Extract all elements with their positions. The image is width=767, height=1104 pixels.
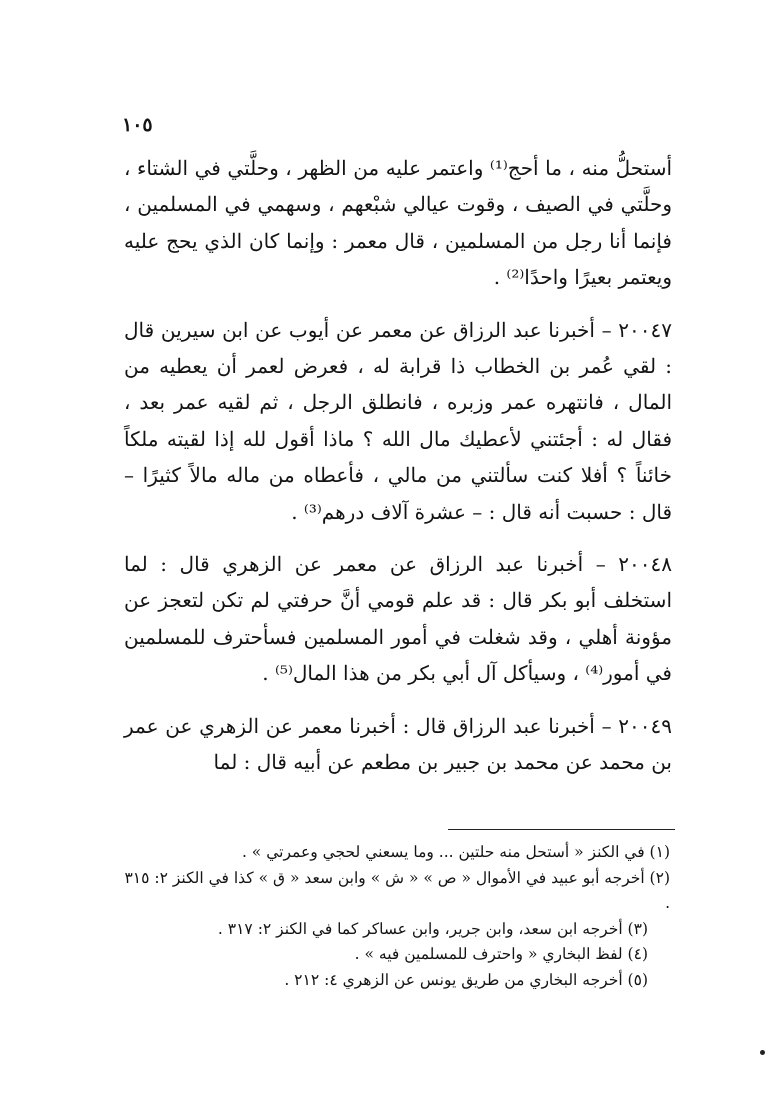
scan-mark	[760, 1050, 765, 1055]
page-number: ١٠٥	[122, 114, 153, 136]
footnote-5: (٥) أخرجه البخاري من طريق يونس عن الزهري ٤: ٢١٢ .	[284, 970, 648, 989]
footnote-3: (٣) أخرجه ابن سعد، وابن جرير، وابن عساكر كما في الكنز ٢: ٣١٧ .	[217, 919, 648, 938]
main-text	[124, 150, 672, 781]
hadith-20047: ٢٠٠٤٧ – أخبرنا عبد الرزاق عن معمر عن أيوب عن ابن سيرين قال : لقي عُمر بن الخطاب ذا قرابة له ، فعرض لعمر أن يعطيه من المال ، فانتهره عمر وزبره ، فانطلق الرجل ، ثم لقيه عمر بعد ، فقال له : أجئتني لأعطيك مال الله ؟ ماذا أقول لله إذا لقيته ملكاً خائناً ؟ أفلا كنت سألتني من مالي ، فأعطاه من ماله مالاً كثيرًا – قال : حسبت أنه قال : – عشرة آلاف درهم⁽³⁾ .	[124, 317, 672, 524]
footnote-4: (٤) لفظ البخاري « واحترف للمسلمين فيه » .	[354, 945, 648, 964]
hadith-20048: ٢٠٠٤٨ – أخبرنا عبد الرزاق عن معمر عن الزهري قال : لما استخلف أبو بكر قال : قد علم قومي أنَّ حرفتي لم تكن لتعجز عن مؤونة أهلي ، وقد شغلت في أمور المسلمين فسأحترف للمسلمين في أمور⁽⁴⁾ ، وسيأكل آل أبي بكر من هذا المال⁽⁵⁾ .	[124, 552, 672, 686]
footnote-divider	[448, 829, 675, 830]
paragraph-1: أستحلُّ منه ، ما أحج⁽¹⁾ واعتمر عليه من الظهر ، وحلَّتي في الشتاء ، وحلَّتي في الصيف ، وقوت عيالي شبْعهم ، وسهمي في المسلمين ، فإنما أنا رجل من المسلمين ، قال معمر : وإنما كان الذي يحج عليه ويعتمر بعيرًا واحدًا⁽²⁾ .	[124, 156, 673, 290]
footnote-2: (٢) أخرجه أبو عبيد في الأموال « ص » « ش » وابن سعد « ق » كذا في الكنز ٢: ٣١٥ .	[124, 868, 670, 913]
hadith-20049: ٢٠٠٤٩ – أخبرنا عبد الرزاق قال : أخبرنا معمر عن الزهري عن عمر بن محمد عن محمد بن جبير بن مطعم عن أبيه قال : لما	[124, 713, 672, 775]
footnote-1: (١) في الكنز « أستحل منه حلتين ... وما يسعني لحجي وعمرتي » .	[241, 843, 670, 861]
footnotes	[122, 840, 670, 994]
